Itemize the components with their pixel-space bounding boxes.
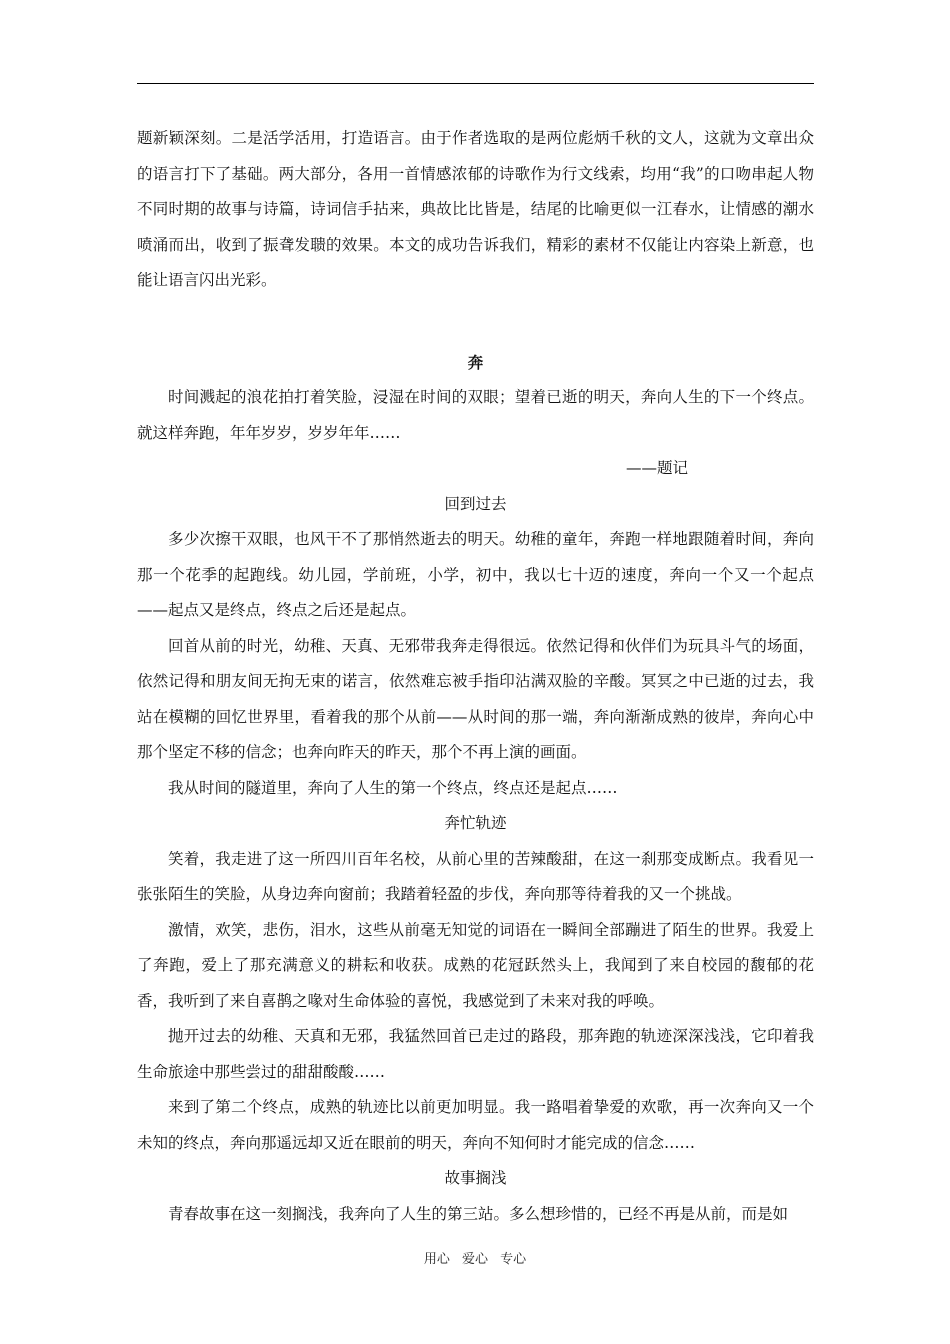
paragraph: 回首从前的时光，幼稚、天真、无邪带我奔走得很远。依然记得和伙伴们为玩具斗气的场面，依然记得和朋友间无拘无束的诺言，依然难忘被手指印沾满双脸的辛酸。冥冥之中已逝的过去，我站在模糊的回忆世界里，看着我的那个从前——从时间的那一端，奔向渐渐成熟的彼岸，奔向心中那个坚定不移的信念；也奔向昨天的昨天，那个不再上演的画面。 (137, 636, 814, 761)
section-heading-3: 故事搁浅 (444, 1169, 507, 1187)
header-rule (137, 83, 814, 84)
section-heading-1: 回到过去 (444, 494, 507, 513)
paragraph: 青春故事在这一刻搁浅，我奔向了人生的第三站。多么想珍惜的，已经不再是从前，而是如 (168, 1204, 789, 1223)
section-heading-2: 奔忙轨迹 (444, 814, 507, 832)
page-footer: 用心 爱心 专心 (423, 1252, 527, 1267)
paragraph: 激情，欢笑，悲伤，泪水，这些从前毫无知觉的词语在一瞬间全部蹦进了陌生的世界。我爱上了奔跑，爱上了那充满意义的耕耘和收获。成熟的花冠跃然头上，我闻到了来自校园的馥郁的花香，我听到了来自喜鹊之喙对生命体验的喜悦，我感觉到了未来对我的呼唤。 (137, 920, 814, 1010)
epigraph-sign: ——题记 (625, 459, 688, 477)
paragraph: 抛开过去的幼稚、天真和无邪，我猛然回首已走过的路段，那奔跑的轨迹深深浅浅，它印着我生命旅途中那些尝过的甜甜酸酸…… (137, 1027, 814, 1081)
epigraph: 时间溅起的浪花拍打着笑脸，浸湿在时间的双眼；望着已逝的明天，奔向人生的下一个终点。就这样奔跑，年年岁岁，岁岁年年…… (137, 388, 814, 442)
paragraph: 我从时间的隧道里，奔向了人生的第一个终点，终点还是起点…… (168, 778, 618, 797)
review-paragraph: 题新颖深刻。二是活学活用，打造语言。由于作者选取的是两位彪炳千秋的文人，这就为文章出众的语言打下了基础。两大部分，各用一首情感浓郁的诗歌作为行文线索，均用“我”的口吻串起人物不同时期的故事与诗篇，诗词信手拈来，典故比比皆是，结尾的比喻更似一江春水，让情感的潮水喷涌而出，收到了振聋发聩的效果。本文的成功告诉我们，精彩的素材不仅能让内容染上新意，也能让语言闪出光彩。 (137, 129, 814, 289)
paragraph: 笑着，我走进了这一所四川百年名校，从前心里的苦辣酸甜，在这一刹那变成断点。我看见一张张陌生的笑脸，从身边奔向窗前；我踏着轻盈的步伐，奔向那等待着我的又一个挑战。 (137, 849, 814, 903)
essay-title: 奔 (467, 352, 484, 372)
page-content (137, 121, 814, 1232)
paragraph: 来到了第二个终点，成熟的轨迹比以前更加明显。我一路唱着挚爱的欢歌，再一次奔向又一个未知的终点，奔向那遥远却又近在眼前的明天，奔向不知何时才能完成的信念…… (137, 1098, 814, 1152)
paragraph: 多少次擦干双眼，也风干不了那悄然逝去的明天。幼稚的童年，奔跑一样地跟随着时间，奔向那一个花季的起跑线。幼儿园，学前班，小学，初中，我以七十迈的速度，奔向一个又一个起点——起点又是终点，终点之后还是起点。 (137, 530, 814, 619)
